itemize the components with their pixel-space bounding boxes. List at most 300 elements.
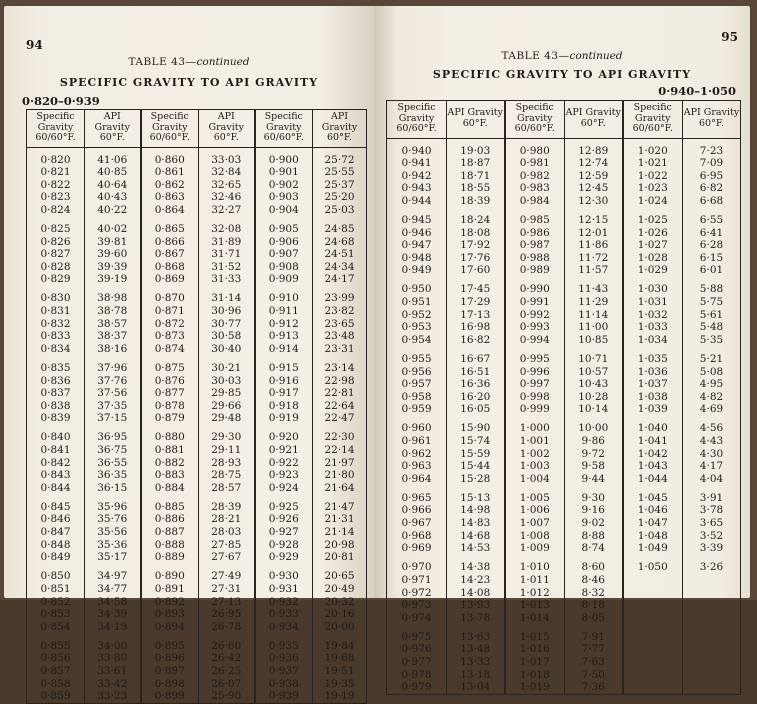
specific-gravity-value: 1·025 [637,213,668,226]
column-header-api-gravity: API Gravity 60°F. [199,110,255,148]
api-gravity-value: 33·80 [97,652,128,665]
specific-gravity-value: 0·978 [401,668,432,681]
specific-gravity-value: 0·851 [40,582,71,595]
api-gravity-value: 5·88 [699,283,724,296]
specific-gravity-value: 0·860 [154,153,185,166]
api-gravity-value: 32·84 [211,166,242,179]
specific-gravity-value: 0·980 [519,144,550,157]
specific-gravity-value: 0·908 [268,260,299,273]
api-gravity-value: 15·74 [460,434,491,447]
specific-gravity-value: 1·015 [519,630,550,643]
specific-gravity-value: 0·885 [154,500,185,513]
specific-gravity-value: 1·002 [519,447,550,460]
specific-gravity-value: 1·047 [637,517,668,530]
api-gravity-value: 20·49 [324,582,355,595]
api-gravity-value: 23·99 [324,292,355,305]
specific-gravity-value: 1·032 [637,308,668,321]
api-gravity-value: 15·44 [460,460,491,473]
api-gravity-value: 7·77 [581,643,605,656]
specific-gravity-value: 0·892 [154,595,185,608]
specific-gravity-value: 0·966 [401,504,432,517]
specific-gravity-value: 0·833 [40,330,71,343]
specific-gravity-value: 0·943 [401,182,432,195]
api-gravity-value: 20·00 [324,620,355,633]
value-column [624,139,683,574]
api-gravity-value: 40·85 [97,166,128,179]
api-gravity-value: 5·35 [699,333,724,346]
specific-gravity-value: 0·990 [519,283,550,296]
specific-gravity-value: 0·842 [40,456,71,469]
specific-gravity-value: 0·900 [268,153,299,166]
api-gravity-value: 13·78 [460,611,491,624]
specific-gravity-value: 0·971 [401,573,432,586]
specific-gravity-value: 1·030 [637,283,668,296]
specific-gravity-value: 0·964 [401,472,432,485]
api-gravity-value: 22·14 [324,443,355,456]
specific-gravity-value: 0·957 [401,378,432,391]
specific-gravity-value: 0·881 [154,443,185,456]
specific-gravity-value: 1·035 [637,352,668,365]
api-gravity-value: 10·00 [578,422,609,435]
api-column [199,147,255,703]
specific-gravity-value: 0·969 [401,542,432,555]
api-gravity-value: 24·68 [324,235,355,248]
column-header-specific-gravity: Specific Gravity 60/60°F. [255,110,313,148]
specific-gravity-value: 0·857 [40,664,71,677]
specific-gravity-value: 0·835 [40,361,71,374]
specific-gravity-value: 0·886 [154,513,185,526]
api-gravity-value: 39·60 [97,248,128,261]
specific-gravity-value: 0·988 [519,251,550,264]
specific-gravity-value: 0·991 [519,296,550,309]
specific-gravity-value: 1·001 [519,434,550,447]
specific-gravity-value: 0·913 [268,330,299,343]
column-header-specific-gravity: Specific Gravity 60/60°F. [27,110,85,148]
api-gravity-value: 17·29 [460,296,491,309]
specific-gravity-value: 0·853 [40,608,71,621]
api-gravity-value: 36·95 [97,431,128,444]
specific-gravity-value: 0·951 [401,296,432,309]
api-gravity-value: 12·45 [578,182,609,195]
specific-gravity-value: 0·979 [401,681,432,694]
api-gravity-value: 6·41 [699,226,724,239]
specific-gravity-value: 0·837 [40,387,71,400]
api-gravity-value: 26·60 [211,639,242,652]
specific-gravity-value: 0·967 [401,517,432,530]
api-gravity-value: 29·30 [211,431,242,444]
api-gravity-value: 8·74 [581,542,605,555]
api-gravity-value: 18·39 [460,194,491,207]
api-gravity-value: 14·23 [460,573,491,586]
api-gravity-value: 32·27 [211,203,242,216]
api-gravity-value: 40·02 [97,222,128,235]
specific-gravity-value: 1·039 [637,403,668,416]
specific-gravity-value: 1·012 [519,586,550,599]
api-gravity-value: 24·85 [324,222,355,235]
specific-gravity-value: 1·042 [637,447,668,460]
specific-gravity-value: 0·956 [401,365,432,378]
api-gravity-value: 5·61 [699,308,724,321]
specific-gravity-value: 0·861 [154,166,185,179]
specific-gravity-value: 0·925 [268,500,299,513]
api-gravity-value: 34·77 [97,582,128,595]
specific-gravity-value: 0·930 [268,570,299,583]
api-gravity-value: 12·30 [578,194,609,207]
specific-gravity-value: 0·939 [268,690,299,703]
specific-gravity-value: 0·955 [401,352,432,365]
specific-gravity-value: 0·949 [401,264,432,277]
specific-gravity-value: 0·932 [268,595,299,608]
specific-gravity-value: 1·040 [637,422,668,435]
specific-gravity-value: 0·898 [154,677,185,690]
specific-gravity-value: 1·046 [637,504,668,517]
api-gravity-value: 5·08 [699,365,724,378]
api-gravity-value: 27·13 [211,595,242,608]
table-body-row [387,138,741,694]
api-gravity-value: 28·39 [211,500,242,513]
specific-gravity-value: 0·865 [154,222,185,235]
api-gravity-value: 14·38 [460,561,491,574]
page-number: 95 [721,30,738,44]
api-gravity-value: 28·57 [211,481,242,494]
api-gravity-value: 23·14 [324,361,355,374]
api-gravity-value: 30·40 [211,342,242,355]
api-gravity-value: 11·00 [578,321,609,334]
api-gravity-value: 9·58 [581,460,605,473]
specific-gravity-value: 0·905 [268,222,299,235]
api-gravity-value: 22·81 [324,387,355,400]
specific-gravity-value: 0·989 [519,264,550,277]
api-gravity-value: 39·39 [97,260,128,273]
caption-prefix: TABLE 43— [501,50,570,62]
specific-gravity-value: 0·950 [401,283,432,296]
api-gravity-value: 19·35 [324,677,355,690]
gravity-table [386,100,741,695]
specific-gravity-value: 0·948 [401,251,432,264]
api-gravity-value: 16·20 [460,390,491,403]
specific-gravity-value: 1·041 [637,434,668,447]
specific-gravity-value: 0·845 [40,500,71,513]
specific-gravity-value: 1·022 [637,169,668,182]
api-gravity-value: 22·64 [324,399,355,412]
specific-gravity-value: 0·983 [519,182,550,195]
specific-gravity-value: 0·896 [154,652,185,665]
api-gravity-value: 11·29 [578,296,609,309]
api-gravity-value: 6·82 [699,182,724,195]
specific-gravity-value: 1·036 [637,365,668,378]
specific-gravity-value: 1·043 [637,460,668,473]
specific-gravity-value: 1·011 [519,573,550,586]
value-column [313,148,366,703]
api-gravity-value: 40·22 [97,203,128,216]
api-gravity-value: 34·00 [97,639,128,652]
specific-gravity-value: 0·974 [401,611,432,624]
api-gravity-value: 6·15 [699,251,724,264]
api-gravity-value: 22·30 [324,431,355,444]
api-gravity-value: 25·55 [324,166,355,179]
api-gravity-value: 17·45 [460,283,491,296]
specific-gravity-value: 1·005 [519,491,550,504]
specific-gravity-value: 0·847 [40,526,71,539]
sg-column [141,147,199,703]
api-gravity-value: 16·51 [460,365,491,378]
specific-gravity-value: 0·844 [40,481,71,494]
specific-gravity-value: 0·846 [40,513,71,526]
specific-gravity-value: 1·008 [519,529,550,542]
api-gravity-value: 28·21 [211,513,242,526]
api-gravity-value: 9·86 [581,434,605,447]
api-gravity-value: 23·65 [324,317,355,330]
api-gravity-value: 4·69 [699,403,724,416]
specific-gravity-value: 1·006 [519,504,550,517]
api-gravity-value: 11·14 [578,308,609,321]
api-gravity-value: 6·01 [699,264,724,277]
specific-gravity-value: 1·029 [637,264,668,277]
api-gravity-value: 6·55 [699,213,724,226]
specific-gravity-value: 0·977 [401,655,432,668]
specific-gravity-value: 0·941 [401,157,432,170]
api-gravity-value: 4·43 [699,434,724,447]
api-gravity-value: 5·75 [699,296,724,309]
specific-gravity-value: 1·014 [519,611,550,624]
value-column [565,139,622,694]
specific-gravity-value: 0·917 [268,387,299,400]
specific-gravity-value: 0·894 [154,620,185,633]
specific-gravity-value: 0·923 [268,469,299,482]
api-gravity-value: 21·97 [324,456,355,469]
sg-column [255,147,313,703]
specific-gravity-value: 0·916 [268,374,299,387]
specific-gravity-value: 0·903 [268,191,299,204]
specific-gravity-value: 0·946 [401,226,432,239]
specific-gravity-value: 0·897 [154,664,185,677]
specific-gravity-value: 0·864 [154,203,185,216]
specific-gravity-value: 0·940 [401,144,432,157]
api-gravity-value: 16·82 [460,333,491,346]
api-gravity-value: 31·14 [211,292,242,305]
api-gravity-value: 37·76 [97,374,128,387]
api-gravity-value: 24·34 [324,260,355,273]
api-gravity-value: 33·42 [97,677,128,690]
api-gravity-value: 3·52 [699,529,724,542]
api-gravity-value: 3·91 [699,491,724,504]
api-gravity-value: 10·28 [578,390,609,403]
api-gravity-value: 16·98 [460,321,491,334]
specific-gravity-value: 0·867 [154,248,185,261]
api-gravity-value: 33·61 [97,664,128,677]
api-gravity-value: 31·89 [211,235,242,248]
api-gravity-value: 10·57 [578,365,609,378]
api-gravity-value: 17·13 [460,308,491,321]
specific-gravity-value: 0·859 [40,690,71,703]
api-gravity-value: 17·60 [460,264,491,277]
specific-gravity-value: 0·997 [519,378,550,391]
api-gravity-value: 11·72 [578,251,609,264]
api-gravity-value: 41·06 [97,153,128,166]
api-gravity-value: 19·51 [324,664,355,677]
specific-gravity-value: 0·870 [154,292,185,305]
specific-gravity-value: 0·921 [268,443,299,456]
specific-gravity-value: 0·912 [268,317,299,330]
sg-column [387,138,447,694]
api-gravity-value: 13·63 [460,630,491,643]
specific-gravity-value: 0·866 [154,235,185,248]
api-gravity-value: 35·76 [97,513,128,526]
specific-gravity-value: 0·910 [268,292,299,305]
api-gravity-value: 31·52 [211,260,242,273]
specific-gravity-value: 0·883 [154,469,185,482]
specific-gravity-value: 1·007 [519,517,550,530]
specific-gravity-value: 0·871 [154,305,185,318]
api-gravity-value: 36·15 [97,481,128,494]
specific-gravity-value: 0·968 [401,529,432,542]
gravity-table [26,109,367,704]
specific-gravity-value: 0·976 [401,643,432,656]
value-column [447,139,504,694]
api-gravity-value: 29·11 [211,443,242,456]
specific-gravity-value: 0·972 [401,586,432,599]
api-gravity-value: 7·09 [699,157,724,170]
api-gravity-value: 9·30 [581,491,605,504]
specific-gravity-value: 1·045 [637,491,668,504]
api-gravity-value: 25·37 [324,178,355,191]
column-header-specific-gravity: Specific Gravity 60/60°F. [623,101,683,139]
specific-gravity-value: 0·920 [268,431,299,444]
specific-gravity-value: 1·050 [637,561,668,574]
table-range: 0·940–1·050 [658,84,736,98]
api-gravity-value: 19·68 [324,652,355,665]
specific-gravity-value: 0·962 [401,447,432,460]
api-gravity-value: 26·95 [211,608,242,621]
specific-gravity-value: 0·875 [154,361,185,374]
specific-gravity-value: 0·935 [268,639,299,652]
specific-gravity-value: 0·909 [268,273,299,286]
api-gravity-value: 5·21 [699,352,724,365]
api-gravity-value: 8·32 [581,586,605,599]
value-column [387,139,446,694]
specific-gravity-value: 0·872 [154,317,185,330]
api-gravity-value: 4·30 [699,447,724,460]
api-gravity-value: 15·59 [460,447,491,460]
specific-gravity-value: 0·958 [401,390,432,403]
api-gravity-value: 34·58 [97,595,128,608]
api-gravity-value: 21·31 [324,513,355,526]
api-gravity-value: 37·56 [97,387,128,400]
column-header-specific-gravity: Specific Gravity 60/60°F. [387,101,447,139]
specific-gravity-value: 0·874 [154,342,185,355]
api-gravity-value: 32·46 [211,191,242,204]
api-gravity-value: 11·57 [578,264,609,277]
api-gravity-value: 14·08 [460,586,491,599]
api-gravity-value: 34·39 [97,608,128,621]
specific-gravity-value: 0·869 [154,273,185,286]
sg-column [623,138,683,694]
api-gravity-value: 27·31 [211,582,242,595]
api-gravity-value: 6·95 [699,169,724,182]
api-gravity-value: 25·90 [211,690,242,703]
specific-gravity-value: 1·018 [519,668,550,681]
column-header-specific-gravity: Specific Gravity 60/60°F. [141,110,199,148]
api-gravity-value: 19·19 [324,690,355,703]
api-gravity-value: 24·51 [324,248,355,261]
specific-gravity-value: 0·822 [40,178,71,191]
api-gravity-value: 12·15 [578,213,609,226]
specific-gravity-value: 1·003 [519,460,550,473]
api-gravity-value: 20·81 [324,551,355,564]
api-gravity-value: 12·74 [578,157,609,170]
api-gravity-value: 9·72 [581,447,605,460]
specific-gravity-value: 0·927 [268,526,299,539]
api-gravity-value: 15·90 [460,422,491,435]
specific-gravity-value: 0·902 [268,178,299,191]
api-gravity-value: 35·96 [97,500,128,513]
left-page [4,6,374,703]
specific-gravity-value: 0·928 [268,538,299,551]
api-gravity-value: 18·71 [460,169,491,182]
specific-gravity-value: 0·868 [154,260,185,273]
api-gravity-value: 4·95 [699,378,724,391]
specific-gravity-value: 0·922 [268,456,299,469]
api-gravity-value: 23·82 [324,305,355,318]
api-gravity-value: 5·48 [699,321,724,334]
specific-gravity-value: 1·019 [519,681,550,694]
specific-gravity-value: 0·931 [268,582,299,595]
specific-gravity-value: 0·849 [40,551,71,564]
specific-gravity-value: 0·854 [40,620,71,633]
specific-gravity-value: 0·829 [40,273,71,286]
specific-gravity-value: 0·858 [40,677,71,690]
api-gravity-value: 26·42 [211,652,242,665]
api-gravity-value: 19·84 [324,639,355,652]
api-gravity-value: 27·85 [211,538,242,551]
column-header-api-gravity: API Gravity 60°F. [85,110,141,148]
api-gravity-value: 17·76 [460,251,491,264]
column-header-api-gravity: API Gravity 60°F. [683,101,741,139]
specific-gravity-value: 0·888 [154,538,185,551]
specific-gravity-value: 0·843 [40,469,71,482]
api-gravity-value: 6·68 [699,194,724,207]
specific-gravity-value: 0·952 [401,308,432,321]
api-gravity-value: 18·08 [460,226,491,239]
specific-gravity-value: 1·038 [637,390,668,403]
specific-gravity-value: 0·893 [154,608,185,621]
specific-gravity-value: 0·830 [40,292,71,305]
api-gravity-value: 37·35 [97,399,128,412]
api-gravity-value: 28·75 [211,469,242,482]
specific-gravity-value: 0·832 [40,317,71,330]
specific-gravity-value: 0·855 [40,639,71,652]
specific-gravity-value: 0·873 [154,330,185,343]
specific-gravity-value: 0·904 [268,203,299,216]
specific-gravity-value: 0·982 [519,169,550,182]
api-gravity-value: 40·43 [97,191,128,204]
specific-gravity-value: 0·850 [40,570,71,583]
api-gravity-value: 12·59 [578,169,609,182]
specific-gravity-value: 1·020 [637,144,668,157]
specific-gravity-value: 0·906 [268,235,299,248]
specific-gravity-value: 1·023 [637,182,668,195]
value-column [683,139,740,574]
specific-gravity-value: 0·934 [268,620,299,633]
specific-gravity-value: 0·882 [154,456,185,469]
api-gravity-value: 26·07 [211,677,242,690]
api-gravity-value: 8·18 [581,599,605,612]
api-gravity-value: 32·08 [211,222,242,235]
api-gravity-value: 3·65 [699,517,724,530]
api-gravity-value: 10·14 [578,403,609,416]
api-gravity-value: 25·03 [324,203,355,216]
api-gravity-value: 4·17 [699,460,724,473]
